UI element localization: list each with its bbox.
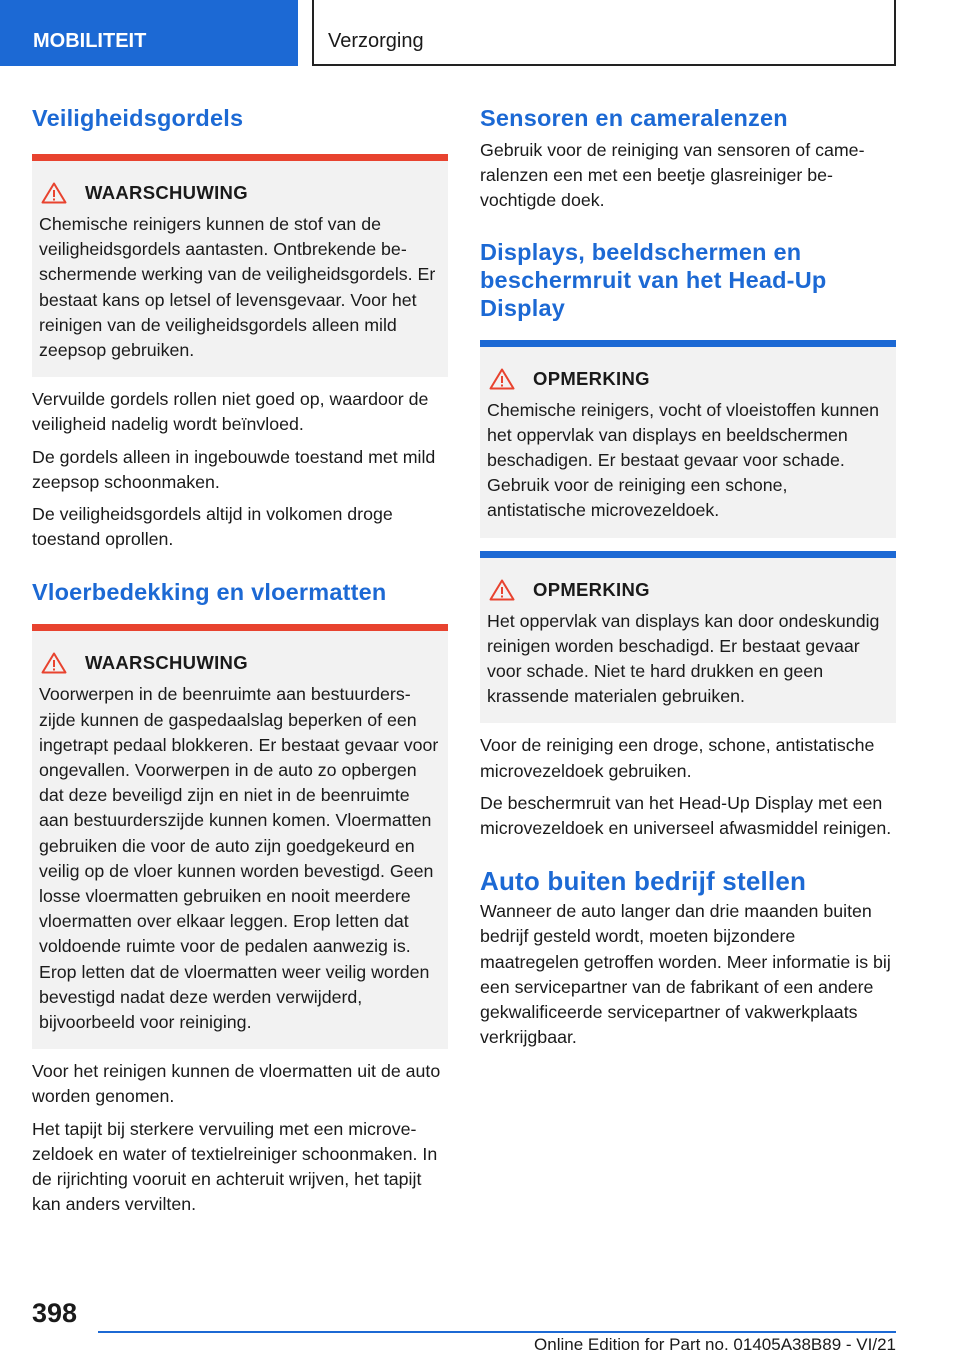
notice-text: Het oppervlak van displays kan door ondeskundig reinigen worden beschadigd. Er bestaat gevaar voor schade. Niet te hard drukken en geen krassende materialen gebruiken. [487, 610, 880, 707]
heading-seatbelts: Veiligheidsgordels [32, 105, 244, 131]
heading-floor: Vloerbedekking en vloermatten [32, 579, 387, 606]
paragraph: Vervuilde gordels rollen niet goed op, waardoor de veiligheid nadelig wordt beïnvloed. [32, 389, 429, 435]
paragraph: De beschermruit van het Head-Up Display met een microvezeldoek en universeel afwasmiddel reinigen. [480, 792, 892, 839]
paragraph: De veiligheidsgordels altijd in volkomen droge toestand oprollen. [32, 504, 393, 550]
paragraph: Voor het reinigen kunnen de vloermatten uit de auto worden genomen. [32, 1061, 441, 1107]
notice-label: OPMERKING [533, 578, 650, 600]
notice-box-displays-1 [480, 340, 896, 538]
warning-triangle-icon [41, 182, 67, 204]
warning-box-seatbelts [32, 154, 448, 377]
paragraph: De gordels alleen in ingebouwde toestand met mild zeepsop schoonmaken. [32, 446, 436, 492]
warning-text: Chemische reinigers kunnen de stof van de veiligheidsgordels aantasten. Ontbrekende beschermende werking van de veiligheidsgordels. Er bestaat kans op letsel of levensgevaar. Voor het reinigen van de veiligheidsgordels alleen mild zeepsop gebruiken. [39, 214, 436, 361]
warning-triangle-icon [489, 579, 515, 601]
warning-triangle-icon [489, 368, 515, 390]
paragraph: Voor de reiniging een droge, schone, antistatische microvezeldoek gebruiken. [480, 735, 875, 781]
warning-box-floor [32, 624, 448, 1049]
footer-edition: Online Edition for Part no. 01405A38B89 - VI/21 [534, 1335, 896, 1354]
heading-displays: Displays, beeldschermen en beschermruit van het Head-Up Display [480, 238, 827, 321]
page-number: 398 [32, 1298, 78, 1328]
chapter-tab: Verzorging [312, 0, 896, 66]
warning-triangle-icon [41, 652, 67, 674]
paragraph: Wanneer de auto langer dan drie maanden buiten bedrijf gesteld wordt, moeten bijzondere maatregelen getroffen worden. Meer informatie is bij een servicepartner van de fabrikant of een andere gekwalificeerde servicepartner of vakwerkplaats verkrijgbaar. [480, 901, 891, 1048]
section-tab: MOBILITEIT [0, 0, 298, 66]
notice-text: Chemische reinigers, vocht of vloeistoffen kunnen het oppervlak van displays en beeldschermen beschadigen. Er bestaat gevaar voor schade. Gebruik voor de reiniging een schone, antistatische microvezeldoek. [487, 399, 880, 521]
right-column [480, 100, 896, 1050]
warning-label: WAARSCHUWING [85, 182, 248, 203]
paragraph: Het tapijt bij sterkere vervuiling met een microvezeldoek en water of textielreiniger schoonmaken. In de rijrichting vooruit en achteruit wrijven, het tapijt kan anders vervilten. [32, 1118, 438, 1215]
notice-box-displays-2 [480, 551, 896, 724]
footer-divider [98, 1331, 896, 1333]
left-column [32, 100, 448, 1218]
warning-text: Voorwerpen in de beenruimte aan bestuurderszijde kunnen de gaspedaalslag beperken of een ingetrapt pedaal blokkeren. Er bestaat gevaar voor ongevallen. Voorwerpen in de auto zo opbergen dat deze beveiligd zijn en niet in de beenruimte aan bestuurderszijde kunnen komen. Vloermatten gebruiken die voor de auto zijn goedgekeurd en veilig op de vloer kunnen worden bevestigd. Geen losse vloermatten gebruiken en nooit meerdere vloermatten over elkaar leggen. Erop letten dat voldoende ruimte voor de pedalen aanwezig is. Erop letten dat de vloermatten weer veilig worden bevestigd nadat deze werden verwijderd, bijvoorbeeld voor reiniging. [39, 684, 439, 1033]
heading-storage: Auto buiten bedrijf stellen [480, 866, 807, 897]
heading-sensors: Sensoren en cameralenzen [480, 105, 788, 131]
warning-label: WAARSCHUWING [85, 652, 248, 674]
notice-label: OPMERKING [533, 367, 650, 389]
paragraph: Gebruik voor de reiniging van sensoren of cameralenzen een met een beetje glasreiniger bevochtigde doek. [480, 140, 865, 211]
page-header [0, 0, 960, 66]
